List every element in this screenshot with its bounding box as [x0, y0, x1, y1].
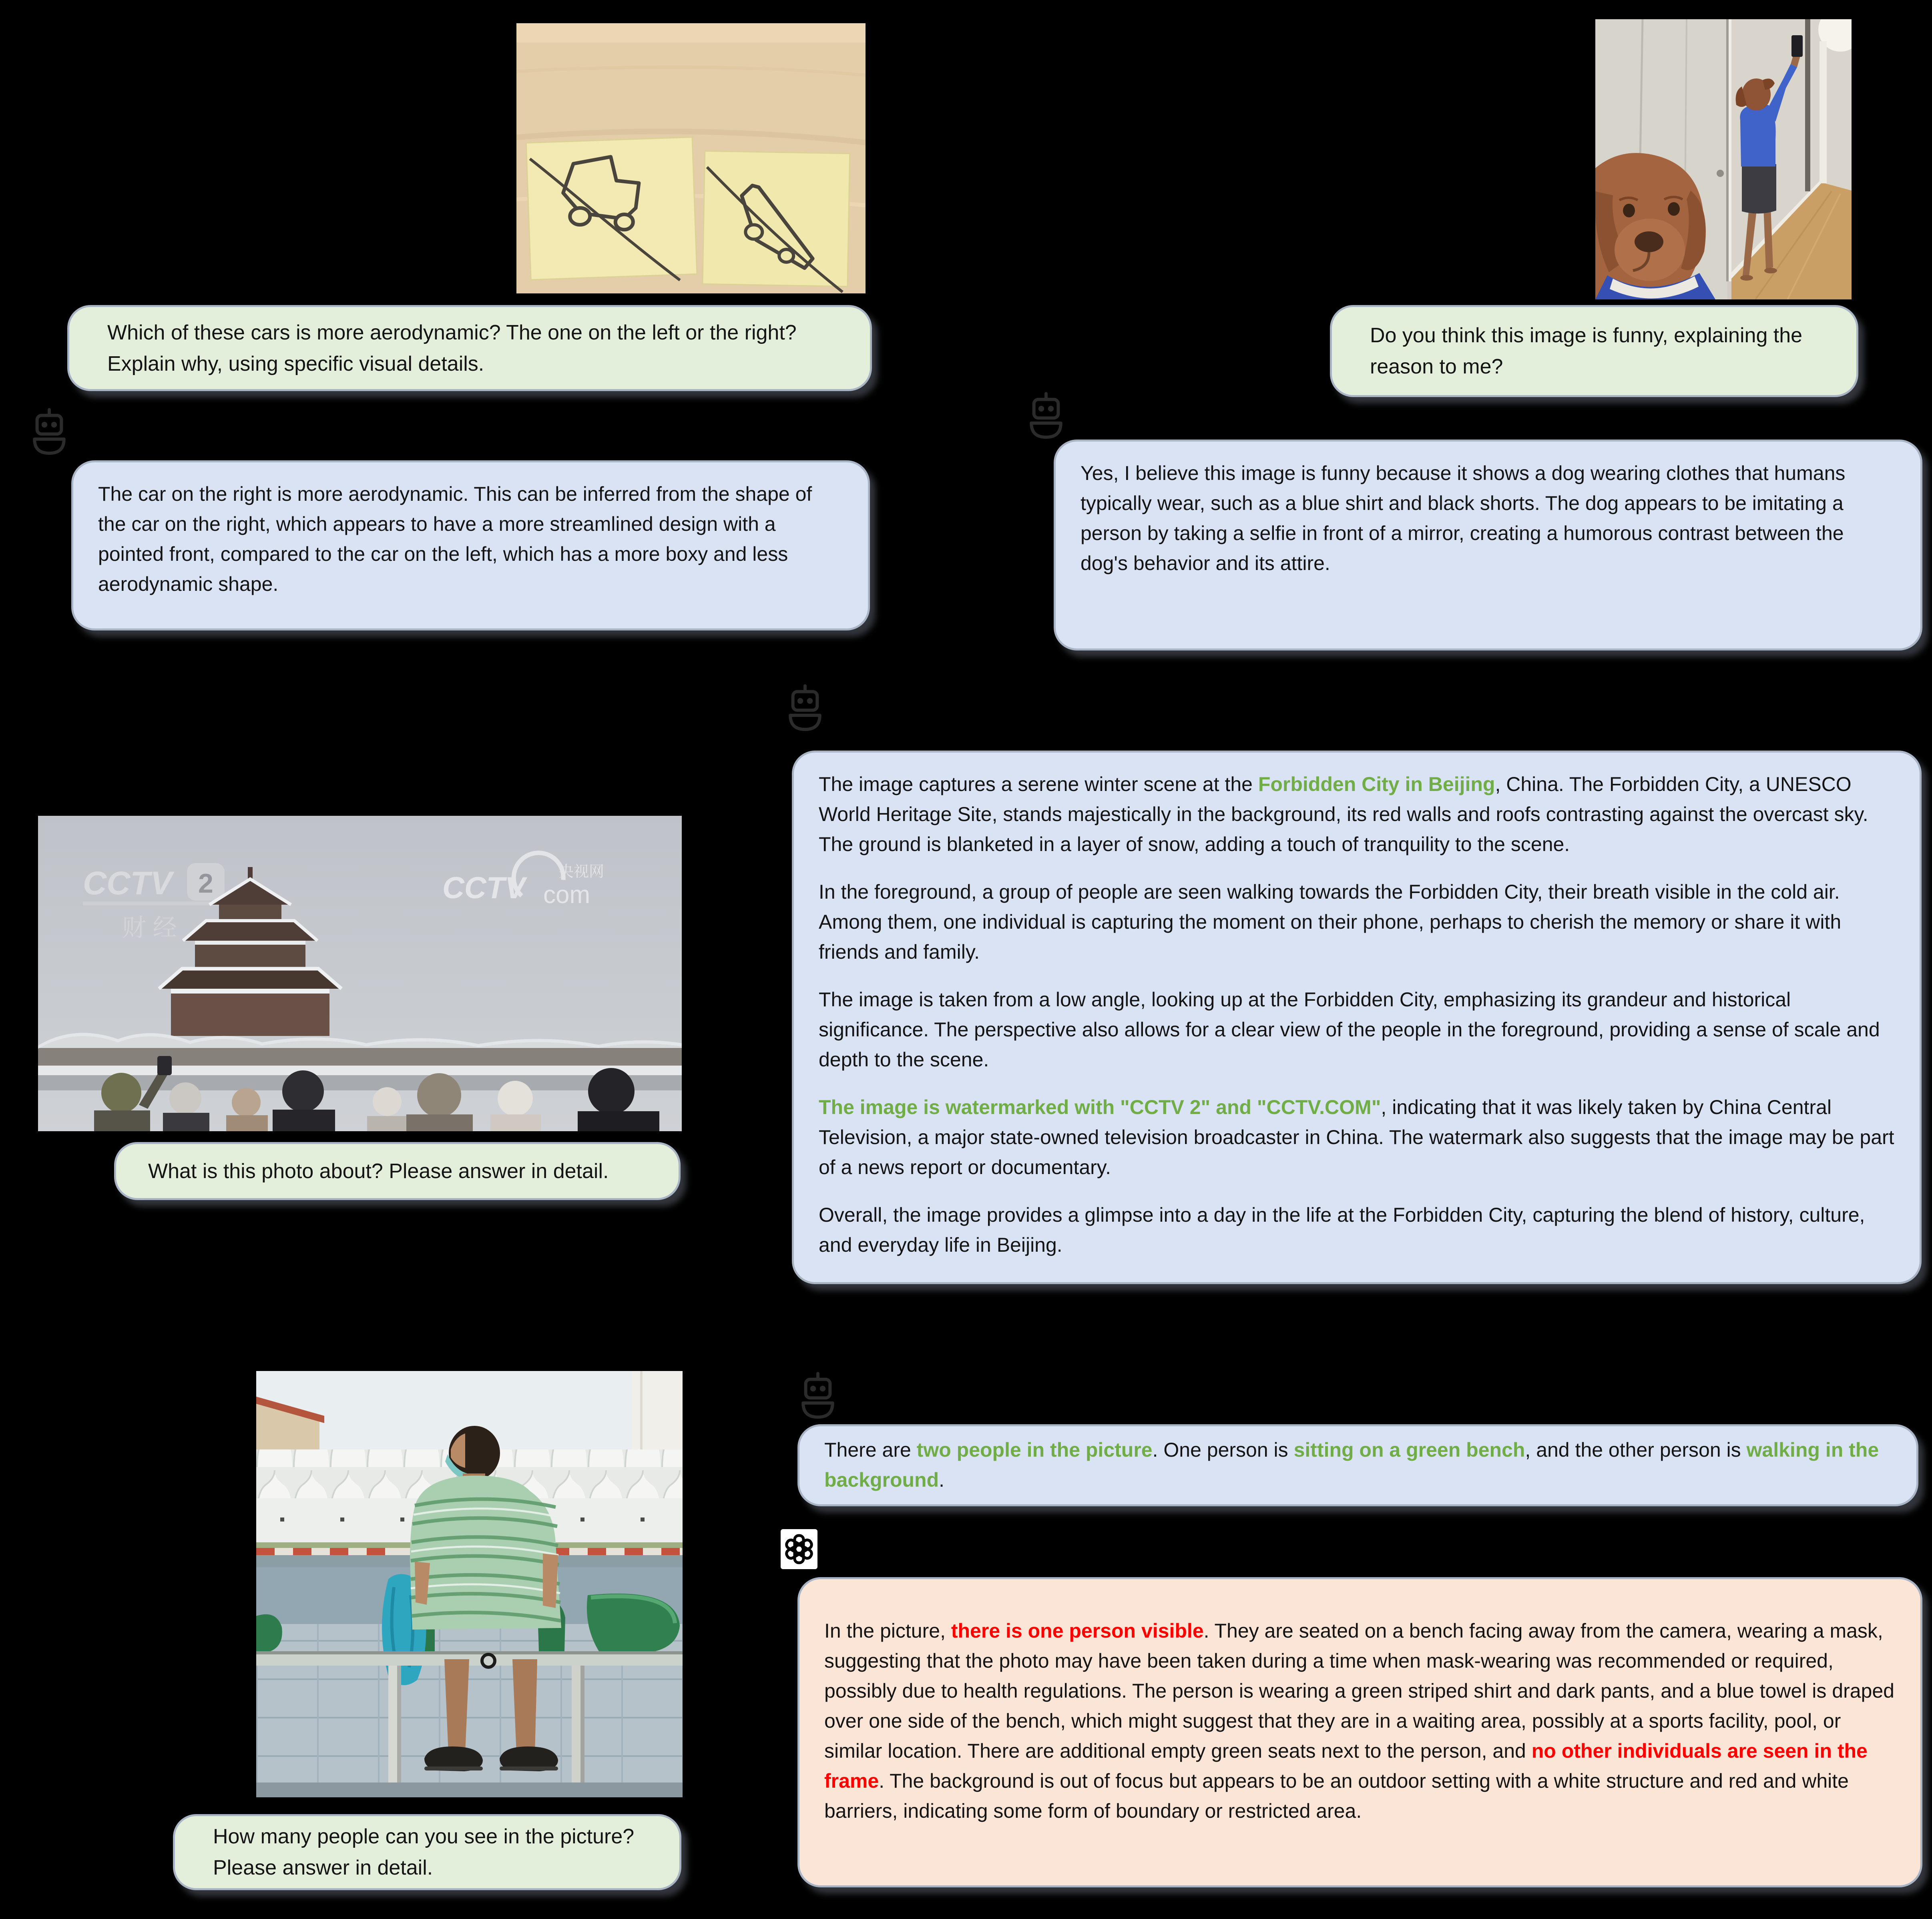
- sticky-note-left: [526, 137, 697, 285]
- question-bubble-cars: [67, 305, 872, 391]
- answer-paragraph: [819, 1092, 1895, 1182]
- text-segment: The image is watermarked with "CCTV 2" and "CCTV.COM": [819, 1096, 1381, 1118]
- answer-text-cars: [98, 479, 843, 599]
- question-text-dog: Do you think this image is funny, explaining the reason to me?: [1370, 324, 1803, 378]
- question-text-forbidden-city: What is this photo about? Please answer in detail.: [148, 1159, 609, 1183]
- answer-bubble-cars: [71, 460, 870, 630]
- text-segment: sitting on a green bench: [1293, 1439, 1525, 1461]
- text-segment: In the foreground, a group of people are seen walking towards the Forbidden City, their breath visible in the cold air. Among them, one individual is capturing the moment on their phone, perhaps to cherish the memory or share it with friends and family.: [819, 881, 1842, 963]
- question-text-cars: Which of these cars is more aerodynamic? The one on the left or the right? Explain why, using specific visual details.: [107, 321, 797, 375]
- cars-photo: [516, 23, 866, 293]
- answer-text-bench: [824, 1435, 1892, 1495]
- robot-icon: [786, 681, 824, 733]
- text-segment: there is one person visible: [951, 1620, 1204, 1642]
- answer-text-dog: [1080, 458, 1896, 578]
- answer-paragraph: [819, 877, 1895, 967]
- gpt4v-answer-bubble-bench: [797, 1577, 1922, 1887]
- gpt4v-answer-text-bench: [824, 1616, 1896, 1826]
- answer-paragraph: [819, 769, 1895, 859]
- forbidden-city-photo: [38, 816, 682, 1131]
- text-segment: .: [939, 1469, 945, 1491]
- text-segment: , China. The Forbidden City, a UNESCO World Heritage Site, stands majestically in the background, its red walls and roofs contrasting against the overcast sky. The ground is blanketed in a layer of snow, adding a touch of tranquility to the scene.: [819, 773, 1868, 855]
- bench-photo: [256, 1371, 683, 1797]
- robot-icon: [30, 405, 68, 457]
- svg-text:央视网: 央视网: [558, 863, 605, 880]
- text-segment: The image captures a serene winter scene at the: [819, 773, 1258, 795]
- text-segment: . The background is out of focus but appears to be an outdoor setting with a white structure and red and white barriers, indicating some form of boundary or restricted area.: [824, 1770, 1849, 1822]
- sticky-note-right: [703, 151, 850, 292]
- answer-bubble-bench: [797, 1424, 1918, 1506]
- text-segment: , and the other person is: [1525, 1439, 1747, 1461]
- question-bubble-forbidden-city: [114, 1142, 681, 1200]
- svg-text:com: com: [543, 881, 590, 909]
- svg-text:CCTV: CCTV: [83, 865, 173, 901]
- text-segment: Yes, I believe this image is funny because it shows a dog wearing clothes that humans typically wear, such as a blue shirt and black shorts. The dog appears to be imitating a person by taking a selfie in front of a mirror, creating a humorous contrast between the dog's behavior and its attire.: [1080, 462, 1846, 574]
- text-segment: The image is taken from a low angle, looking up at the Forbidden City, emphasizing its grandeur and historical significance. The perspective also allows for a clear view of the people in the foreground, providing a sense of scale and depth to the scene.: [819, 988, 1880, 1071]
- answer-bubble-forbidden-city: [792, 751, 1922, 1284]
- text-segment: Overall, the image provides a glimpse into a day in the life at the Forbidden City, capturing the blend of history, culture, and everyday life in Beijing.: [819, 1204, 1865, 1256]
- svg-text:CCTV: CCTV: [442, 871, 525, 905]
- text-segment: no other individuals are seen in the frame: [824, 1740, 1868, 1792]
- svg-text:财 经: 财 经: [122, 914, 177, 941]
- text-segment: Forbidden City in Beijing: [1258, 773, 1495, 795]
- answer-paragraph: [819, 1200, 1895, 1260]
- text-segment: There are: [824, 1439, 917, 1461]
- text-segment: The car on the right is more aerodynamic. This can be inferred from the shape of the car on the right, which appears to have a more streamlined design with a pointed front, compared to the car on the left, which has a more boxy and less aerodynamic shape.: [98, 483, 812, 595]
- text-segment: . One person is: [1152, 1439, 1294, 1461]
- text-segment: . They are seated on a bench facing away from the camera, wearing a mask, suggesting that the photo may have been taken during a time when mask-wearing was recommended or required, possibly due to health regulations. The person is wearing a green striped shirt and dark pants, and a blue towel is draped over one side of the bench, which might suggest that they are in a waiting area, possibly at a sports facility, pool, or similar location. There are additional empty green seats next to the person, and: [824, 1620, 1894, 1762]
- robot-icon: [799, 1369, 837, 1421]
- question-bubble-dog: [1330, 305, 1858, 397]
- text-segment: walking in the background: [824, 1439, 1879, 1491]
- question-text-bench: How many people can you see in the picture? Please answer in detail.: [213, 1825, 635, 1879]
- question-bubble-bench: [173, 1814, 681, 1890]
- dog-selfie-photo: [1595, 19, 1852, 299]
- robot-icon: [1027, 389, 1065, 441]
- text-segment: two people in the picture: [916, 1439, 1153, 1461]
- openai-logo-icon: [781, 1529, 817, 1569]
- answer-paragraph: [819, 985, 1895, 1075]
- svg-text:2: 2: [198, 868, 213, 899]
- text-segment: In the picture,: [824, 1620, 951, 1642]
- answer-bubble-dog: [1054, 440, 1922, 650]
- text-segment: , indicating that it was likely taken by China Central Television, a major state-owned television broadcaster in China. The watermark also suggests that the image may be part of a news report or documentary.: [819, 1096, 1894, 1178]
